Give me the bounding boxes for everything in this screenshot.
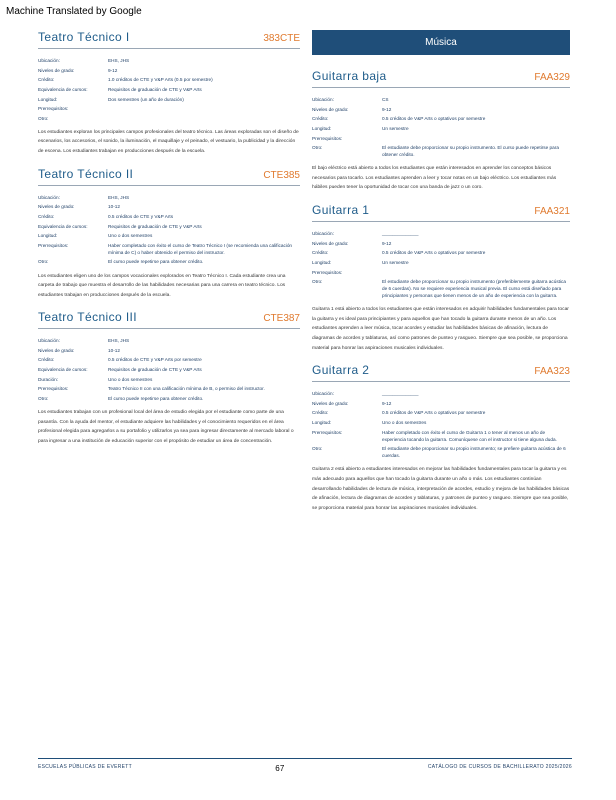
field-label: Crédito:	[312, 410, 329, 416]
course-field-row	[38, 258, 300, 265]
course-field-row	[38, 115, 300, 122]
course-description: Los estudiantes exploran los principales campos profesionales del teatro técnico. Las áreas exploradas son el diseño de escenarios, los accesorios, el sonido, la iluminación, el maquillaje y el peinado, el vestuario, la publicidad y la dirección de escena. Los estudiantes trabajan en producciones después de la escuela.	[38, 129, 299, 155]
field-value: Requisitos de graduación de CTE y V&P Arts	[108, 367, 202, 373]
course-header	[38, 310, 300, 329]
course-title: Teatro Técnico II	[38, 166, 134, 181]
field-value: Uno o dos semestres	[108, 233, 153, 239]
field-value: Haber completado con éxito el curso de Teatro Técnico I (se recomienda una calificación mínima de C) o haber obtenido el permiso del instructor.	[108, 242, 293, 255]
course-code: 383CTE	[263, 33, 300, 44]
field-value: 10-12	[108, 204, 120, 210]
field-label: Ubicación:	[312, 230, 334, 236]
course-field-row	[38, 337, 300, 344]
field-value: EHS, JHS	[108, 194, 130, 200]
course-field-row	[38, 105, 300, 112]
course-field-row	[38, 366, 300, 373]
field-value: Teatro Técnico II con una calificación mínima de B, o permiso del instructor.	[108, 386, 265, 392]
course-code: CTE387	[263, 313, 300, 325]
course-field-row	[312, 249, 570, 256]
music-section-banner: Música	[312, 30, 570, 55]
field-label: Longitud:	[38, 96, 58, 102]
field-label: Otro:	[38, 115, 49, 121]
field-label: Prerrequisitos:	[312, 269, 343, 275]
field-value: 0.5 créditos de CTE y V&P Arts por semestre	[108, 357, 202, 363]
course-code: FAA323	[534, 366, 570, 378]
course-header	[312, 69, 570, 88]
course-field-row	[38, 76, 300, 83]
course-field-row	[38, 242, 300, 256]
field-value: Requisitos de graduación de CTE y V&P Arts	[108, 223, 202, 229]
field-value: El estudiante debe proporcionar su propio instrumento; se prefiere guitarra acústica de 6 cuerdas.	[382, 446, 566, 459]
field-label: Longitud:	[312, 259, 332, 265]
course-header	[312, 203, 570, 222]
field-value: Un semestre	[382, 259, 409, 265]
course-field-row	[312, 230, 570, 237]
field-value	[382, 269, 570, 276]
field-label: Equivalencia de cursos:	[38, 86, 88, 92]
field-value: ______________	[382, 391, 419, 397]
field-label: Equivalencia de cursos:	[38, 223, 88, 229]
field-label: Ubicación:	[312, 97, 334, 102]
course-field-row	[38, 96, 300, 103]
course-field-row	[38, 67, 300, 74]
field-label: Crédito:	[38, 77, 55, 83]
course-header	[38, 30, 300, 49]
field-value: Haber completado con éxito el curso de Guitarra 1 o tener al menos un año de experiencia tocando la guitarra. Comuníquese con el instructor si tiene alguna duda.	[382, 429, 557, 442]
course-code: FAA321	[534, 205, 570, 217]
course-field-row	[312, 96, 570, 103]
course-field-row	[312, 429, 570, 443]
field-value: Uno o dos semestres	[108, 376, 153, 382]
course-field-row	[38, 395, 300, 402]
field-label: Niveles de grado:	[312, 240, 349, 246]
course-field-row	[312, 115, 570, 122]
field-label: Longitud:	[38, 233, 58, 239]
course-field-row	[312, 144, 570, 158]
field-label: Niveles de grado:	[312, 106, 349, 112]
field-value: 0.5 créditos de V&P Arts o optativos por semestre	[382, 116, 486, 122]
course-block	[38, 310, 300, 446]
field-value: 9-12	[382, 240, 392, 246]
field-label: Otro:	[38, 259, 49, 265]
music-course-list	[312, 69, 570, 513]
course-field-row	[312, 419, 570, 426]
field-label: Prerrequisitos:	[38, 242, 69, 248]
field-label: Prerrequisitos:	[38, 386, 69, 392]
field-value: 10-12	[108, 347, 120, 353]
page-footer	[38, 758, 572, 773]
field-value: 9-12	[108, 67, 118, 73]
course-description: Los estudiantes trabajan con un profesional local del área de estudio elegida por el estudiante como parte de una pasantía. Con la ayuda del mentor, el estudiante adquiere las habilidades y el conocimiento requeridos en el área profesional elegida para agregarlos a su portafolio y utilizarlos ya sea para ingresar directamente al mercado laboral o para ingresar a una institución de educación superior con el propósito de estudiar un área de concentración.	[38, 410, 294, 444]
course-field-row	[312, 106, 570, 113]
field-label: Niveles de grado:	[38, 347, 75, 353]
field-label: Otro:	[38, 396, 49, 402]
course-field-row	[38, 194, 300, 201]
course-description: Los estudiantes eligen uno de los campos vocacionales explorados en Teatro Técnico I. Cada estudiante crea una carpeta de trabajo que muestra el desarrollo de las habilidades necesarias para una carrera en teatro técnico. Los estudiantes trabajan en producciones después de la escuela.	[38, 273, 286, 298]
course-title: Guitarra baja	[312, 69, 387, 83]
field-label: Equivalencia de cursos:	[38, 367, 88, 373]
field-label: Crédito:	[38, 213, 55, 219]
field-value: 9-12	[382, 106, 392, 112]
field-label: Otro:	[312, 446, 323, 452]
course-field-row	[38, 213, 300, 220]
page-number: 67	[275, 764, 285, 773]
course-description: Guitarra 2 está abierto a estudiantes interesados en mejorar las habilidades fundamentales para tocar la guitarra y es más adecuado para aquellos que han tocado la guitarra durante un año o más. Los estudiantes continúan desarrollando habilidades de lectura de música, interpretación de acordes, estudio y mejora de las habilidades básicas de afinación, lectura de diagramas de acordes y tablaturas, y patrones de punteo y rasgueo. Siempre que sea posible, se proporciona material para honrar las aspiraciones musicales individuales.	[312, 467, 570, 511]
field-label: Longitud:	[312, 125, 332, 131]
course-field-row	[38, 347, 300, 354]
field-label: Niveles de grado:	[312, 400, 349, 406]
course-block	[312, 69, 570, 193]
field-value: Un semestre	[382, 125, 409, 131]
field-value: EHS, JHS	[108, 58, 130, 63]
footer-catalog: CATÁLOGO DE CURSOS DE BACHILLERATO 2025/2026	[427, 764, 572, 770]
course-field-row	[38, 356, 300, 363]
field-label: Duración:	[38, 376, 59, 382]
course-title: Teatro Técnico III	[38, 310, 138, 325]
course-field-row	[38, 86, 300, 93]
field-label: Crédito:	[312, 250, 329, 256]
field-value	[382, 135, 570, 142]
course-field-row	[38, 203, 300, 210]
field-value: Uno o dos semestres	[382, 420, 427, 426]
course-title: Guitarra 1	[312, 202, 370, 217]
field-label: Otro:	[312, 145, 323, 151]
course-field-row	[312, 390, 570, 397]
field-label: Otro:	[312, 279, 323, 285]
field-value: 0.5 créditos de CTE y V&P Arts	[108, 213, 174, 219]
course-header	[38, 167, 300, 186]
field-label: Ubicación:	[38, 338, 60, 344]
course-field-row	[312, 445, 570, 459]
course-field-row	[38, 232, 300, 239]
course-field-row	[38, 385, 300, 392]
field-value: EHS, JHS	[108, 338, 130, 344]
field-value	[108, 115, 300, 122]
field-value: El curso puede repetirse para obtener crédito.	[108, 259, 204, 265]
course-block	[38, 167, 300, 301]
course-description: El bajo eléctrico está abierto a todos los estudiantes que están interesados en aprender los conceptos básicos necesarios para tocarlo. Los estudiantes aprenden a leer y tocar notas en un bajo eléctrico. Los estudiantes más hábiles pueden tener la oportunidad de tocar con una banda de jazz o un coro.	[312, 166, 557, 191]
course-field-row	[312, 135, 570, 142]
machine-translated-label: Machine Translated by Google	[6, 6, 142, 17]
field-label: Prerrequisitos:	[312, 135, 343, 141]
course-description: Guitarra 1 está abierto a todos los estudiantes que están interesados en adquirir habilidades fundamentales para tocar la guitarra y es ideal para principiantes y para aquellos que han tocado la guitarra durante menos de un año. Los estudiantes aprenden a leer música, tocar acordes y estudiar las habilidades básicas de afinación, lectura de diagramas de acordes y tablaturas, así como patrones de punteo y rasgueo. Siempre que sea posible, se proporciona material para honrar las aspiraciones musicales individuales.	[312, 307, 569, 351]
course-field-row	[312, 259, 570, 266]
course-field-row	[312, 400, 570, 407]
course-field-row	[312, 240, 570, 247]
field-value: El estudiante debe proporcionar su propio instrumento (preferiblemente guitarra acústica de 6 cuerdas). No se requiere experiencia musical previa. El curso está diseñado para principiantes y personas que tienen menos de un año de experiencia con la guitarra.	[382, 279, 566, 299]
course-field-row	[312, 125, 570, 132]
course-block	[312, 203, 570, 353]
field-label: Ubicación:	[312, 391, 334, 397]
field-label: Ubicación:	[38, 194, 60, 200]
field-value: 0.5 créditos de V&P Arts o optativos por semestre	[382, 410, 486, 416]
field-label: Prerrequisitos:	[312, 429, 343, 435]
footer-school: ESCUELAS PÚBLICAS DE EVERETT	[38, 764, 132, 770]
field-label: Longitud:	[312, 420, 332, 426]
course-field-row	[312, 269, 570, 276]
field-value: Requisitos de graduación de CTE y V&P Arts	[108, 86, 202, 92]
field-label: Niveles de grado:	[38, 204, 75, 210]
right-column	[312, 30, 570, 523]
course-block	[38, 30, 300, 157]
field-label: Niveles de grado:	[38, 67, 75, 73]
course-code: FAA329	[534, 72, 570, 83]
field-value: CS	[382, 97, 389, 102]
course-code: CTE385	[263, 169, 300, 181]
course-header	[312, 363, 570, 382]
left-column	[38, 30, 300, 456]
course-block	[312, 363, 570, 513]
course-field-row	[38, 57, 300, 64]
field-label: Ubicación:	[38, 58, 60, 63]
field-value: El curso puede repetirse para obtener crédito.	[108, 396, 204, 402]
field-label: Crédito:	[312, 116, 329, 122]
course-field-row	[38, 223, 300, 230]
field-value: 1.0 créditos de CTE y V&P Arts (0.5 por semestre)	[108, 77, 213, 83]
field-label: Prerrequisitos:	[38, 106, 69, 112]
course-title: Guitarra 2	[312, 363, 370, 378]
field-value: El estudiante debe proporcionar su propio instrumento. El curso puede repetirse para obtener crédito.	[382, 145, 559, 158]
field-value	[108, 105, 300, 112]
course-field-row	[38, 376, 300, 383]
course-field-row	[312, 409, 570, 416]
field-label: Crédito:	[38, 357, 55, 363]
field-value: ______________	[382, 230, 419, 236]
field-value: Dos semestres (un año de duración)	[108, 96, 184, 102]
field-value: 0.5 créditos de V&P Arts o optativos por semestre	[382, 250, 486, 256]
course-field-row	[312, 278, 570, 299]
course-title: Teatro Técnico I	[38, 30, 130, 44]
field-value: 9-12	[382, 400, 392, 406]
